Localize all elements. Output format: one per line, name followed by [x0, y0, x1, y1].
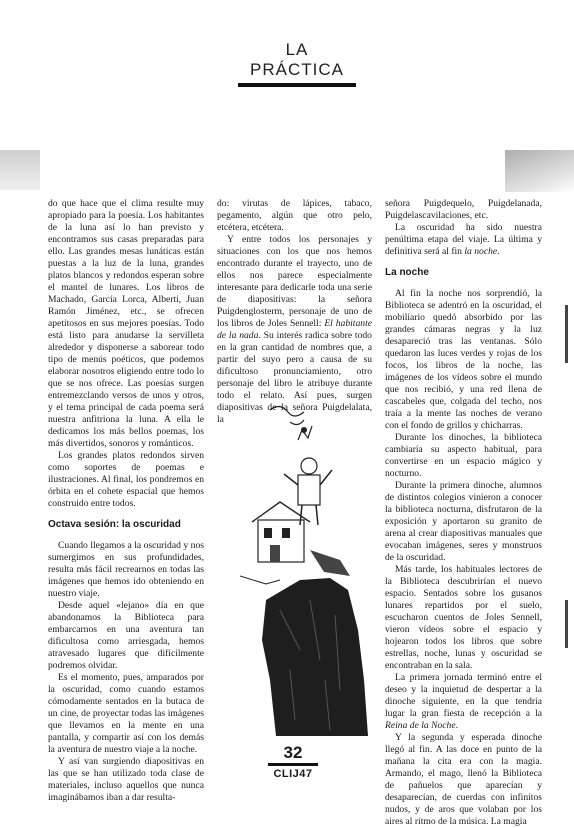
section-title: LA PRÁCTICA	[250, 40, 344, 79]
section-heading: La noche	[385, 267, 429, 278]
text-run: . Su interés radica sobre todo en la gran cantidad de nombres que, a partir del suyo pero a causa de su dificultoso pronunciamiento, otro personaje del libro le atribuye durante todo el relato. Así pues, surgen diapositivas de la señora Puigdelalata, la	[217, 330, 372, 425]
paragraph: Al fin la noche nos sorprendió, la Biblioteca se adentró en la oscuridad, el mobiliario quedó absorbido por las grandes cámaras negras y la luz desapareció tras las ventanas. Sólo quedaron las luces verdes y rojas de los focos, los libros de la noche, las imágenes de los vídeos sobre el mundo que nos recibió, y una red llena de cascabeles que, colgada del techo, nos traía a la mente las noches de verano con el fondo de grillos y chicharras.	[385, 288, 542, 431]
text-column-1	[48, 198, 204, 804]
emphasis: la noche	[464, 246, 498, 257]
paragraph	[385, 222, 542, 258]
book-title: El habitante de la nada	[217, 318, 372, 341]
paragraph: Desde aquel «lejano» día en que abandonamos la Biblioteca para embarcarnos en una aventura tan dificultosa como arriesgada, hemos atravesado lugares que difícilmente podremos olvidar.	[48, 600, 204, 671]
paragraph: Más tarde, los habituales lectores de la Biblioteca descubrirían el nuevo espacio. Sentados sobre los gusanos lunares repartidos por el suelo, escucharon cuentos de Joles Sennell, vieron vídeos sobre el espacio y hojearon todos los libros que sobre estrellas, noche, lunas y oscuridad se encontraban en la sala.	[385, 564, 542, 671]
paragraph: Es el momento, pues, amparados por la oscuridad, como cuando estamos cómodamente sentados en la butaca de un cine, de proyectar todas las imágenes que llevamos en la mente en una pantalla, y compartir así con los demás la aventura de nuestro viaje a la noche.	[48, 672, 204, 755]
paragraph	[385, 672, 542, 732]
scan-edge-mark	[565, 305, 568, 363]
paragraph: Los grandes platos redondos sirven como soportes de poemas e ilustraciones. Al final, los pondremos en órbita en el cohete espacial que hemos construido entre todos.	[48, 450, 204, 509]
paragraph: do: virutas de lápices, tabaco, pegamento, algún que otro pelo, etcétera, etcétera.	[217, 198, 372, 233]
paragraph: Durante la primera dinoche, alumnos de distintos colegios vinieron a conocer la biblioteca nocturna, disfrutaron de la exposición y aportaron su granito de arena al crear diapositivas manuales que evocaban imágenes, seres y monstruos de la oscuridad.	[385, 480, 542, 563]
text-run: .	[455, 720, 459, 731]
paragraph	[217, 234, 372, 426]
footer-rule	[268, 763, 318, 766]
text-column-2	[217, 198, 372, 426]
magazine-name: CLIJ47	[273, 768, 313, 780]
header-rule	[238, 83, 356, 87]
paragraph: Y así van surgiendo diapositivas en las que se han utilizado toda clase de materiales, incluso aquellos que nunca imaginábamos iban a dar resulta-	[48, 756, 204, 803]
text-column-3	[385, 198, 542, 828]
illustration-rocky-cliff-with-robot	[240, 400, 374, 736]
scan-shadow-left	[0, 150, 40, 190]
paragraph: señora Puigdequelo, Puigdelanada, Puigdelascavilaciones, etc.	[385, 198, 542, 221]
paragraph: do que hace que el clima resulte muy apropiado para la poesía. Los habitantes de la luna así lo han previsto y encontramos sus casas preparadas para ello. Las grandes mesas lunáticas están puestas a la luz de la luna, grandes platos blancos y redondos esperan sobre el mantel de lunares. Los libros de Machado, García Lorca, Alberti, Juan Ramón Jiménez, etc., se ofrecen apetitosos en sus mejores poesías. Todo está listo para anudarse la servilleta alrededor y disponerse a saborear todo tipo de menús poéticos, que podemos elaborar nosotros eligiendo entre todo lo que se nos ofrece. Las poesías surgen entremezclando versos de unos y otros, y el tema principal de cada poema será nuestra anfitriona la luna. A ella le dedicamos los más bellos poemas, los más divertidos, sonoros y románticos.	[48, 198, 204, 449]
page-header	[238, 40, 356, 87]
text-run: La primera jornada terminó entre el deseo y la inquietud de despertar a la dinoche siguiente, en la que tendría lugar la gran fiesta de recepción a la	[385, 672, 542, 719]
page-number: 32	[283, 743, 303, 762]
page-footer	[268, 744, 318, 780]
paragraph: Y la segunda y esperada dinoche llegó al fin. A las doce en punto de la mañana la cita era con la magia. Armando, el mago, llenó la Biblioteca de pañuelos que aparecían y desaparecían, de cuerdas con infinitos nudos, y de aros que volaban por los aires al ritmo de la música. La magia	[385, 732, 542, 827]
emphasis: Reina de la Noche	[385, 720, 456, 731]
text-run: Y entre todos los personajes y situaciones con los que nos hemos encontrado durante el trayecto, uno de ellos nos parece especialmente interesante para dedicarle toda una serie de diapositivas: la señora Puigdenglosterm, personaje de uno de los libros de Joles Sennell:	[217, 234, 372, 329]
section-heading: Octava sesión: la oscuridad	[48, 519, 181, 530]
text-run: La oscuridad ha sido nuestra penúltima etapa del viaje. La última y definitiva será al fin	[385, 222, 542, 257]
paragraph: Cuando llegamos a la oscuridad y nos sumergimos en sus profundidades, resulta más fácil recrearnos en todas las imágenes que hemos ido obteniendo en nuestro viaje.	[48, 540, 204, 599]
text-run: .	[497, 246, 500, 257]
scan-edge-mark	[565, 600, 568, 648]
paragraph: Durante los dinoches, la biblioteca cambiaría su aspecto habitual, para convertirse en un espacio mágico y nocturno.	[385, 432, 542, 479]
scan-shadow-right	[505, 150, 574, 192]
